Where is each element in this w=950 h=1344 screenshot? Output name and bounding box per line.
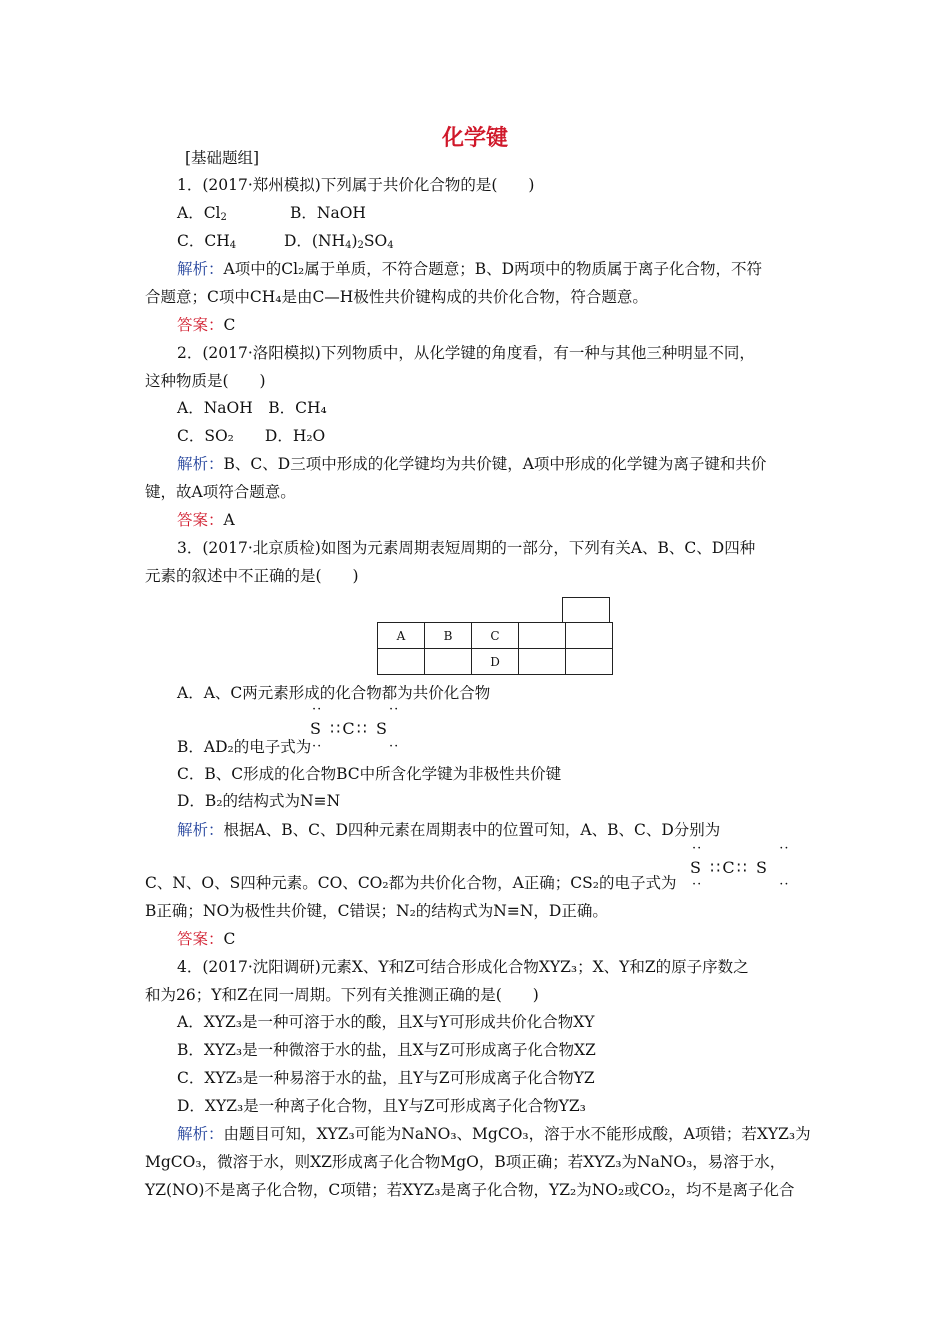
- q4-option-a: A．XYZ₃是一种可溶于水的酸，且X与Y可形成共价化合物XY: [177, 1013, 595, 1031]
- table-cell: B: [425, 623, 472, 649]
- table-cell: [519, 623, 566, 649]
- periodic-table-fragment: [377, 622, 613, 675]
- q3-answer: 答案：C: [177, 930, 236, 948]
- q4-option-d: D．XYZ₃是一种离子化合物，且Y与Z可形成离子化合物YZ₃: [177, 1097, 586, 1115]
- q3-analysis-line-3: B正确；NO为极性共价键，C错误；N₂的结构式为N≡N，D正确。: [145, 902, 608, 920]
- q4-analysis-line-1: 解析：由题目可知，XYZ₃可能为NaNO₃、MgCO₃，溶于水不能形成酸，A项错；若XYZ₃为: [177, 1125, 811, 1143]
- q4-analysis-line-2: MgCO₃，微溶于水，则XZ形成离子化合物MgO，B项正确；若XYZ₃为NaNO₃，易溶于水，: [145, 1153, 786, 1171]
- q4-stem-line-1: 4．(2017·沈阳调研)元素X、Y和Z可结合形成化合物XYZ₃；X、Y和Z的原子序数之: [177, 958, 749, 976]
- q1-option-b: B．NaOH: [290, 204, 366, 222]
- section-label: [基础题组]: [185, 149, 260, 167]
- q1-answer: 答案：C: [177, 316, 236, 334]
- q3-option-c: C．B、C形成的化合物BC中所含化学键为非极性共价键: [177, 765, 562, 783]
- q1-stem: 1．(2017·郑州模拟)下列属于共价化合物的是( ): [177, 176, 535, 194]
- table-cell: D: [472, 649, 519, 675]
- table-cell: C: [472, 623, 519, 649]
- q4-analysis-line-3: YZ(NO)不是离子化合物，C项错；若XYZ₃是离子化合物，YZ₂为NO₂或CO₂，均不是离子化合: [145, 1181, 795, 1199]
- periodic-table-top-cell: [562, 597, 610, 623]
- table-cell: [566, 623, 613, 649]
- q2-analysis-line-1: 解析：B、C、D三项中形成的化学键均为共价键，A项中形成的化学键为离子键和共价: [177, 455, 767, 473]
- lewis-structure-cs2-analysis: S ∶∶C∶∶ S: [690, 858, 769, 877]
- q4-stem-line-2: 和为26；Y和Z在同一周期。下列有关推测正确的是( ): [145, 986, 539, 1004]
- q2-stem-line-1: 2．(2017·洛阳模拟)下列物质中，从化学键的角度看，有一种与其他三种明显不同，: [177, 344, 755, 362]
- lewis-dots-top: ·· ··: [312, 702, 400, 717]
- q3-stem-line-2: 元素的叙述中不正确的是( ): [145, 567, 359, 585]
- q2-answer: 答案：A: [177, 511, 235, 529]
- table-cell: [519, 649, 566, 675]
- q1-option-d: D．$(NH_4)_2SO_4$: [284, 232, 394, 251]
- q2-stem-line-2: 这种物质是( ): [145, 372, 266, 390]
- q3-analysis-line-2: C、N、O、S四种元素。CO、CO₂都为共价化合物，A正确；CS₂的电子式为: [145, 874, 677, 892]
- lewis-dots-bottom: ·· ··: [312, 739, 400, 754]
- table-cell: [425, 649, 472, 675]
- q4-option-b: B．XYZ₃是一种微溶于水的盐，且X与Z可形成离子化合物XZ: [177, 1041, 596, 1059]
- q2-analysis-line-2: 键，故A项符合题意。: [145, 483, 296, 501]
- table-cell: A: [378, 623, 425, 649]
- lewis-dots-bottom-2: ·· ··: [692, 877, 790, 892]
- lewis-structure-cs2: S ∶∶C∶∶ S: [310, 719, 389, 738]
- q3-option-d: D．B₂的结构式为N≡N: [177, 792, 341, 810]
- q1-option-a: A．$Cl_2$: [177, 204, 227, 223]
- table-row: [378, 649, 613, 675]
- q3-analysis-line-1: 解析：根据A、B、C、D四种元素在周期表中的位置可知，A、B、C、D分别为: [177, 821, 721, 839]
- table-cell: [378, 649, 425, 675]
- q3-stem-line-1: 3．(2017·北京质检)如图为元素周期表短周期的一部分，下列有关A、B、C、D四种: [177, 539, 756, 557]
- q1-option-c: C．$CH_4$: [177, 232, 237, 251]
- page-title: 化学键: [441, 126, 508, 151]
- table-cell: [566, 649, 613, 675]
- q2-options-cd: C．SO₂ D．H₂O: [177, 427, 326, 445]
- table-row: [378, 623, 613, 649]
- lewis-dots-top-2: ·· ··: [692, 841, 790, 856]
- q3-option-b: B．AD₂的电子式为: [177, 738, 312, 756]
- q4-option-c: C．XYZ₃是一种易溶于水的盐，且Y与Z可形成离子化合物YZ: [177, 1069, 595, 1087]
- q2-options-ab: A．NaOH B．CH₄: [177, 399, 327, 417]
- q1-analysis-line-1: 解析：A项中的Cl₂属于单质，不符合题意；B、D两项中的物质属于离子化合物，不符: [177, 260, 763, 278]
- q1-analysis-line-2: 合题意；C项中CH₄是由C—H极性共价键构成的共价化合物，符合题意。: [145, 288, 648, 306]
- q3-option-a: A．A、C两元素形成的化合物都为共价化合物: [177, 684, 491, 702]
